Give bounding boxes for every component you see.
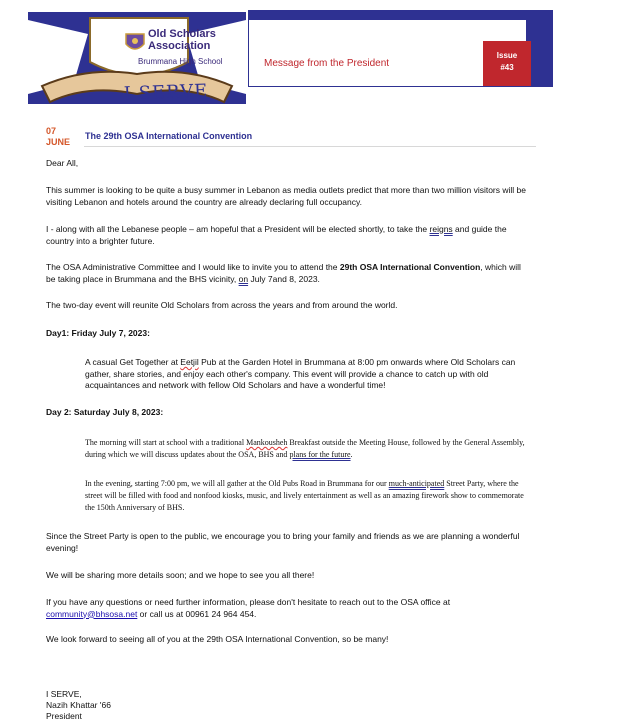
text: The morning will start at school with a traditional [85,438,247,447]
text: on [238,273,249,284]
text: Breakfast outside the Meeting House, followed by the General Assembly, during which we will discuss updates about the OSA, BHS and [85,438,525,459]
motto: I SERVE [123,80,209,104]
greeting: Dear All, [46,158,79,168]
school-name: Brummana High School [138,57,223,66]
text: plans for the future [289,450,351,459]
header-inner [249,20,526,86]
date-day: 07 [46,126,57,136]
text: A casual Get Together at [85,357,181,367]
issue-badge [483,41,531,86]
text: The OSA Administrative Committee and I would like to invite you to attend the [46,262,340,272]
paragraph-closing: We look forward to seeing all of you at the 29th OSA International Convention, so be many! [46,634,389,644]
paragraph-reunite: The two-day event will reunite Old Scholars from across the years and from around the world. [46,300,398,310]
header-panel [248,10,553,87]
logo-banner [28,12,246,104]
title-divider [84,146,536,147]
paragraph-intro: This summer is looking to be quite a busy summer in Lebanon as media outlets predict that more than two million visitors will be visiting Lebanon and hotels around the country are already declaring full occupancy. [46,185,526,207]
text: Pub at the Garden Hotel in Brummana at 8:00 pm onwards where Old Scholars can gather, share stories, and enjoy each other's company. This event will provide a chance to catch up with old acquaintances and network with fellow Old Scholars and have a wonderful time! [85,357,516,390]
day2-evening [85,478,525,514]
signer-name: Nazih Khattar '66 [46,700,111,710]
date-month: JUNE [46,137,71,147]
day1-description [85,357,525,392]
text: much-anticipated [388,479,445,488]
text: and guide the country into a brighter future. [46,224,507,246]
text: , which will be taking place in Brummana and the BHS vicinity, [46,262,521,284]
day2-morning [85,437,525,461]
text: Street Party, where the street will be filled with food and nonfood kiosks, music, and lively entertainment as well as an amazing firework show to commemorate the 150th Anniversary of BHS. [85,479,524,512]
paragraph-details: We will be sharing more details soon; and we hope to see you all there! [46,570,315,580]
text: In the evening, starting 7:00 pm, we will all gather at the Old Pubs Road in Brummana for our [85,479,389,488]
issue-label: Issue [496,51,518,60]
signoff: I SERVE, [46,689,82,699]
org-name: Old Scholars Association [148,28,216,52]
issue-number: #43 [500,63,514,72]
convention-name: 29th OSA International Convention [339,262,481,272]
text: . [350,450,353,459]
header-title: Message from the President [264,58,390,69]
day1-heading: Day1: Friday July 7, 2023: [46,328,150,338]
text: If you have any questions or need further information, please don't hesitate to reach out to the OSA office at [46,597,451,607]
text: Eetjil [180,357,199,367]
text: or call us at 00961 24 964 454. [137,608,257,619]
paragraph-invite [46,262,526,285]
article-title: The 29th OSA International Convention [85,131,253,141]
signer-title: President [46,711,82,721]
text: I - along with all the Lebanese people – am hopeful that a President will be elected shortly, to take the [46,224,430,234]
paragraph-contact [46,597,526,620]
school-crest-icon [124,32,146,56]
email-link[interactable]: community@bhsosa.net [46,608,138,619]
paragraph-hope [46,224,526,247]
text: Mankousheh [246,438,288,447]
day2-heading: Day 2: Saturday July 8, 2023: [46,407,164,417]
text: reigns [429,224,453,234]
paragraph-public: Since the Street Party is open to the public, we encourage you to bring your family and friends as we are planning a wonderful evening! [46,531,520,553]
text: July 7and 8, 2023. [248,273,320,284]
